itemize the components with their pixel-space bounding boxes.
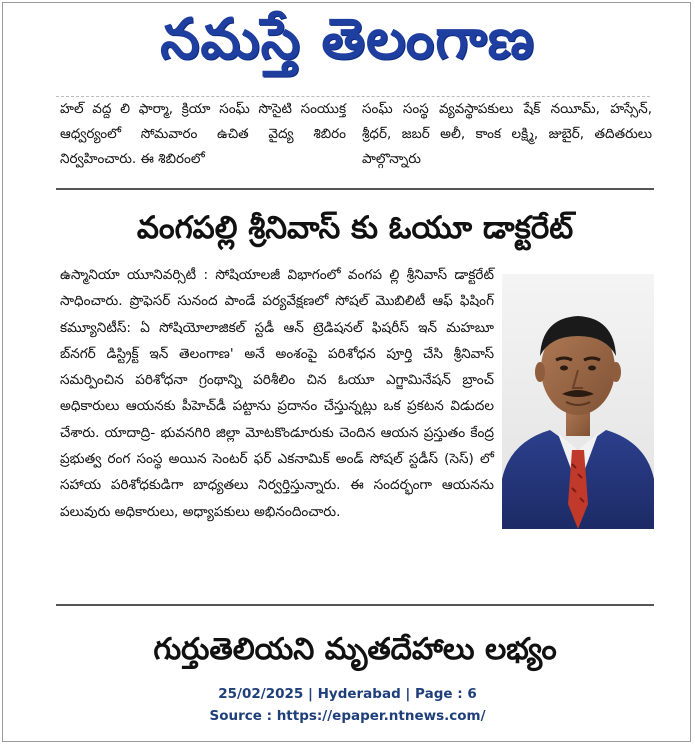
portrait-photo-wrapper [502, 274, 654, 544]
main-story-article [60, 262, 654, 544]
section-divider-bottom [56, 604, 654, 606]
portrait-photo [502, 274, 654, 529]
next-story-headline: గుర్తుతెలియని మృతదేహాలు లభ్యం [153, 632, 557, 667]
main-story-headline: వంగపల్లి శ్రీనివాస్ కు ఓయూ డాక్టరేట్ [136, 210, 574, 246]
main-story-body: ఉస్మానియా యూనివర్సిటీ : సోషియాలజీ విభాగంలో వంగప ల్లి శ్రీనివాస్ డాక్టరేట్ సాధించారు. ప్రొఫెసర్ సునంద పాండే పర్యవేక్షణలో సోషల్ మొబిలిటీ ఆఫ్ ఫిషింగ్ కమ్యూనిటీస్: ఏ సోషియోలాజికల్ స్టడీ ఆన్ ట్రెడిషనల్ ఫిషరీస్ ఇన్ మహబూ బ్‌నగర్ డిస్ట్రిక్ట్ ఇన్ తెలంగాణ' అనే అంశంపై పరిశోధన పూర్తి చేసి శ్రీనివాస్ సమర్పించిన పరిశోధనా గ్రంథాన్ని పరిశీలిం చిన ఓయూ ఎగ్జామినేషన్ బ్రాంచ్ అధికారులు ఆయనకు పీహెచ్‌డీ పట్టాను ప్రదానం చేస్తున్నట్లు ఒక ప్రకటన విడుదల చేశారు. యాదాద్రి- భువనగిరి జిల్లా మోటకొండూరుకు చెందిన ఆయన ప్రస్తుతం కేంద్ర ప్రభుత్వ రంగ సంస్థ అయిన సెంటర్ ఫర్ ఎకనామిక్ అండ్ సోషల్ స్టడీస్ (సెస్) లో సహాయ పరిశోధకుడిగా బాధ్యతలు నిర్వర్తిస్తున్నారు. ఈ సందర్భంగా ఆయనను పలువురు అధికారులు, అధ్యాపకులు అభినందించారు. [60, 267, 494, 520]
footer-source-link[interactable]: Source : https://epaper.ntnews.com/ [209, 708, 486, 724]
footer-date-edition-page: 25/02/2025 | Hyderabad | Page : 6 [218, 686, 477, 702]
previous-story-right-column: సంఘ్ సంస్థ వ్యవస్థాపకులు షేక్ నయీమ్, హస్సేన్, శ్రీధర్, జబర్ అలీ, కాంక లక్ష్మి, జుబైర్, తదితరులు పాల్గొన్నారు [362, 101, 652, 167]
newspaper-masthead: నమస్తే తెలంగాణ [160, 7, 535, 72]
section-divider-top [56, 188, 654, 190]
portrait-illustration [502, 274, 654, 529]
previous-story-left-column: హల్ వద్ద లి ఫార్మా, క్రియా సంఘ్ సొసైటి సంయుక్త ఆధ్వర్యంలో సోమవారం ఉచిత వైద్య శిబిరం నిర్వహించారు. ఈ శిబిరంలో [60, 101, 346, 167]
